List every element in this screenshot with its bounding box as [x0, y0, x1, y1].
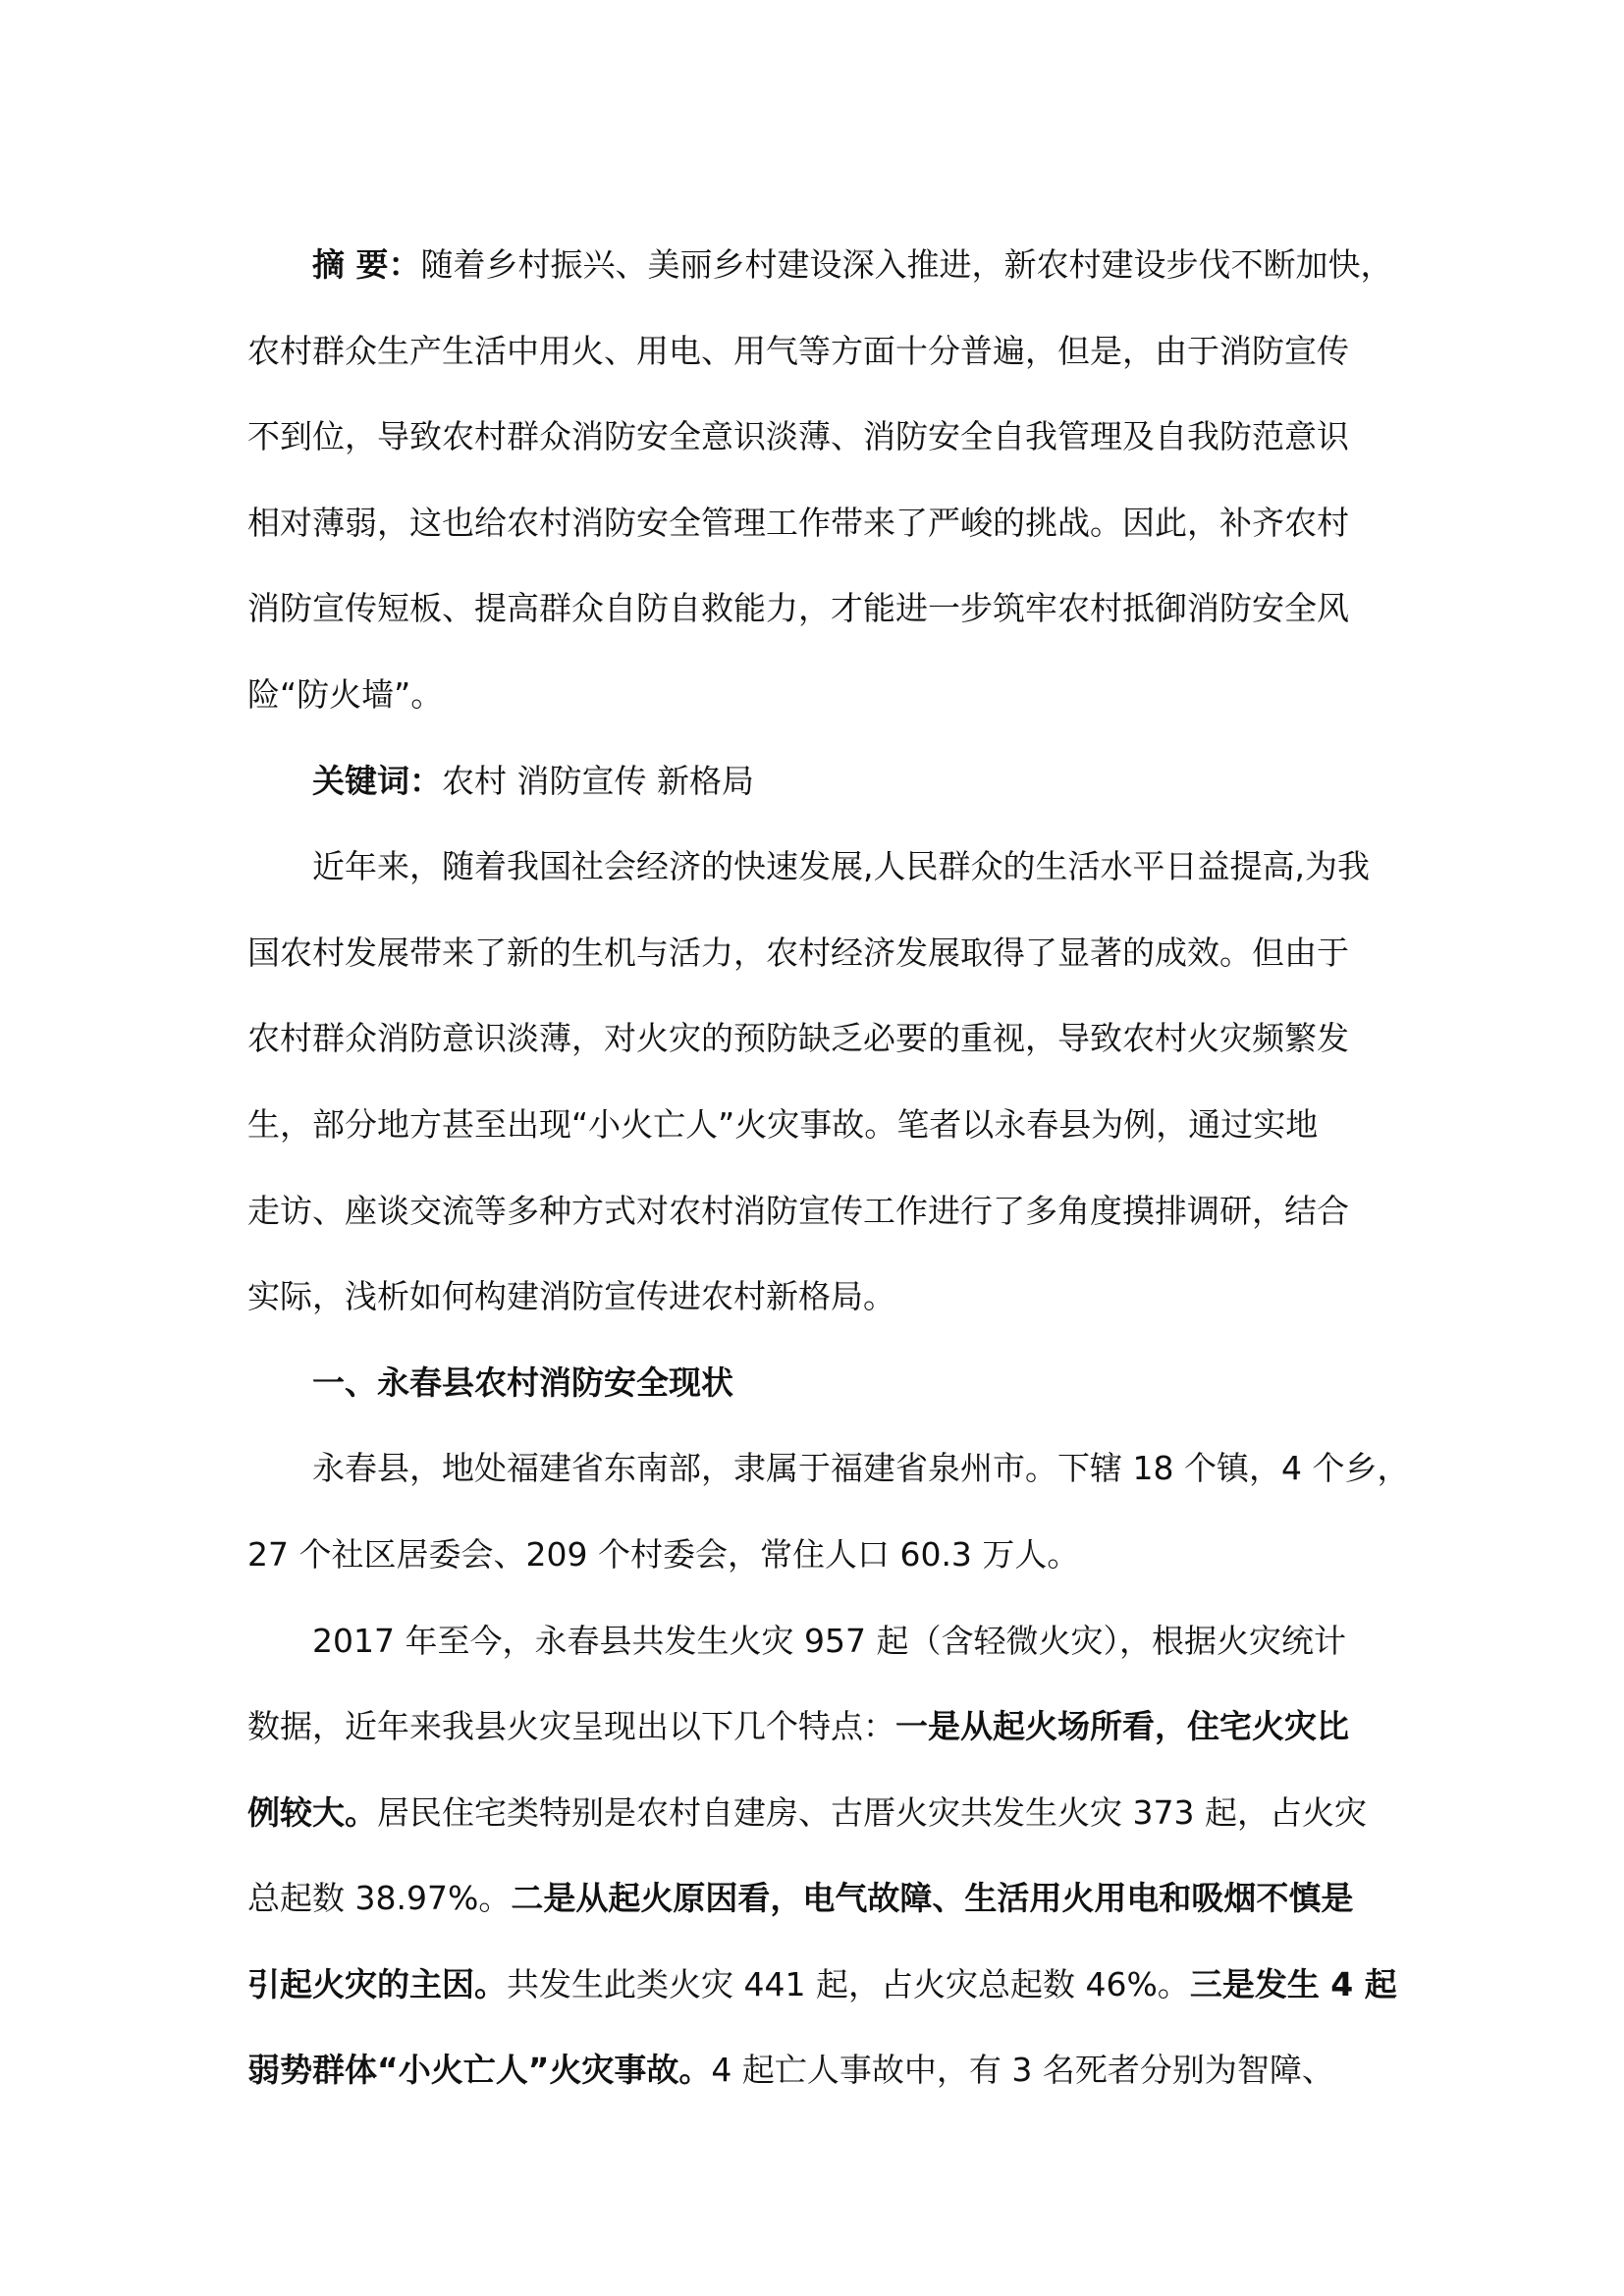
intro-line-3: 农村群众消防意识淡薄，对火灾的预防缺乏必要的重视，导致农村火灾频繁发 — [247, 1019, 1349, 1058]
document-page — [247, 236, 1410, 2127]
intro-line-1: 近年来，随着我国社会经济的快速发展,人民群众的生活水平日益提高,为我 — [312, 847, 1370, 886]
section-heading: 一、永春县农村消防安全现状 — [312, 1362, 733, 1402]
abstract-label: 摘 要： — [312, 245, 421, 284]
keywords-value: 农村 消防宣传 新格局 — [442, 761, 754, 800]
section1-para1-line-2: 27 个社区居委会、209 个村委会，常住人口 60.3 万人。 — [247, 1534, 1080, 1574]
keywords-label: 关键词： — [312, 761, 442, 800]
section1-para2-line-6: 弱势群体“小火亡人”火灾事故。4 起亡人事故中，有 3 名死者分别为智障、 — [247, 2051, 1334, 2090]
abstract-line-6: 险“防火墙”。 — [247, 674, 444, 714]
section1-para2-line-5: 引起火灾的主因。共发生此类火灾 441 起，占火灾总起数 46%。三是发生 4 起 — [247, 1964, 1397, 2003]
point-one-emphasis: 一是从起火场所看，住宅火灾比 — [895, 1707, 1349, 1746]
intro-line-6: 实际，浅析如何构建消防宣传进农村新格局。 — [247, 1277, 895, 1316]
point-two-emphasis: 二是从起火原因看，电气故障、生活用火用电和吸烟不慎是 — [511, 1879, 1354, 1918]
abstract-line-4: 相对薄弱，这也给农村消防安全管理工作带来了严峻的挑战。因此，补齐农村 — [247, 503, 1349, 542]
abstract-line-1: 摘 要：随着乡村振兴、美丽乡村建设深入推进，新农村建设步伐不断加快， — [312, 245, 1393, 284]
section1-para2-line-1: 2017 年至今，永春县共发生火灾 957 起（含轻微火灾），根据火灾统计 — [312, 1621, 1346, 1660]
section1-para2-line-4: 总起数 38.97%。二是从起火原因看，电气故障、生活用火用电和吸烟不慎是 — [247, 1879, 1354, 1918]
point-three-emphasis: 三是发生 4 起 — [1189, 1964, 1397, 2003]
section1-para2-line-2: 数据，近年来我县火灾呈现出以下几个特点：一是从起火场所看，住宅火灾比 — [247, 1707, 1349, 1746]
abstract-line-5: 消防宣传短板、提高群众自防自救能力，才能进一步筑牢农村抵御消防安全风 — [247, 589, 1349, 628]
keywords — [247, 752, 1377, 838]
section1-para2-line-3: 例较大。居民住宅类特别是农村自建房、古厝火灾共发生火灾 373 起，占火灾 — [247, 1792, 1367, 1832]
intro-line-5: 走访、座谈交流等多种方式对农村消防宣传工作进行了多角度摸排调研，结合 — [247, 1191, 1349, 1230]
section1-para1-line-1: 永春县，地处福建省东南部，隶属于福建省泉州市。下辖 18 个镇，4 个乡， — [312, 1449, 1410, 1488]
abstract-line-3: 不到位，导致农村群众消防安全意识淡薄、消防安全自我管理及自我防范意识 — [247, 417, 1349, 456]
abstract-line-2: 农村群众生产生活中用火、用电、用气等方面十分普遍，但是，由于消防宣传 — [247, 331, 1349, 370]
intro-line-4: 生，部分地方甚至出现“小火亡人”火灾事故。笔者以永春县为例，通过实地 — [247, 1104, 1319, 1144]
intro-line-2: 国农村发展带来了新的生机与活力，农村经济发展取得了显著的成效。但由于 — [247, 933, 1349, 972]
